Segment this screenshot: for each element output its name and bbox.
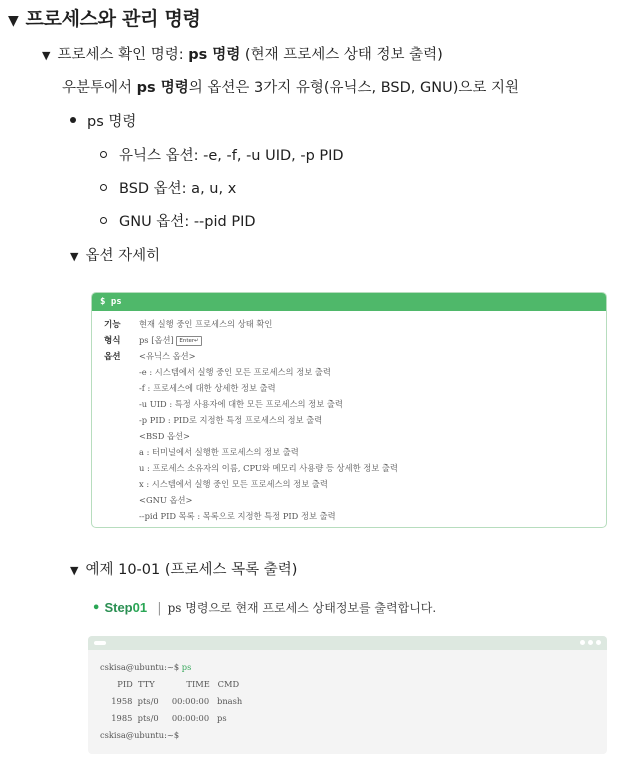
step-label: Step (104, 600, 133, 615)
sub-list-item (100, 144, 344, 165)
terminal-line: 1958 pts/0 00:00:00 bnash (106, 696, 243, 706)
row-text: -u UID : 특정 사용자에 대한 모든 프로세스의 정보 출력 (139, 399, 343, 409)
main-heading-text: 프로세스와 관리 명령 (25, 8, 201, 30)
options-detail-title: 옵션 자세히 (85, 248, 161, 264)
terminal-tab-icon (94, 641, 106, 645)
sub-item-text: GNU 옵션: --pid PID (119, 214, 256, 230)
command-box-title: $ ps (92, 293, 606, 311)
row-label: 형식 (104, 336, 121, 346)
step-text: ps 명령으로 현재 프로세스 상태정보를 출력합니다. (167, 601, 437, 615)
terminal-line (100, 662, 191, 672)
list-item (70, 110, 136, 131)
enter-key-icon: Enter↵ (176, 336, 201, 346)
row-text: <유닉스 옵션> (139, 351, 196, 361)
example-title: 예제 10-01 (프로세스 목록 출력) (85, 562, 298, 578)
terminal-titlebar (88, 636, 607, 650)
terminal-line: cskisa@ubuntu:~$ (100, 730, 180, 740)
ps-section-heading (42, 43, 443, 64)
row-text: -p PID : PID로 지정한 특정 프로세스의 정보 출력 (139, 415, 323, 425)
row-label: 기능 (104, 320, 121, 330)
para-bold: ps 명령 (136, 80, 189, 96)
sub-list-item (100, 210, 256, 231)
row-text: x : 시스템에서 실행 중인 모든 프로세스의 정보 출력 (139, 479, 328, 489)
toggle-triangle-icon[interactable]: ▼ (42, 49, 51, 62)
circle-bullet-icon (100, 151, 107, 158)
para-prefix: 우분투에서 (62, 80, 137, 96)
terminal-line: 1985 pts/0 00:00:00 ps (106, 713, 227, 723)
step-number: 01 (132, 600, 148, 615)
step-instruction (92, 599, 436, 616)
row-text: 현재 실행 중인 프로세스의 상태 확인 (139, 319, 273, 329)
step-dot-icon: • (92, 601, 101, 616)
row-text: -f : 프로세스에 대한 상세한 정보 출력 (139, 383, 276, 393)
example-heading (70, 558, 297, 579)
main-heading (8, 4, 201, 31)
ps-heading-bold: ps 명령 (188, 47, 241, 63)
row-text: <GNU 옵션> (139, 495, 193, 505)
terminal-line: PID TTY TIME CMD (112, 679, 240, 689)
list-item-text: ps 명령 (87, 114, 137, 130)
bullet-icon (70, 117, 76, 123)
circle-bullet-icon (100, 217, 107, 224)
terminal-prompt: cskisa@ubuntu:~$ (100, 662, 182, 672)
terminal-command: ps (181, 662, 192, 672)
row-text: u : 프로세스 소유자의 이름, CPU와 메모리 사용량 등 상세한 정보 출력 (139, 463, 398, 473)
ps-heading-prefix: 프로세스 확인 명령: (57, 47, 189, 63)
sub-item-text: BSD 옵션: a, u, x (119, 181, 237, 197)
terminal-window (88, 636, 607, 754)
step-separator: | (157, 601, 162, 616)
row-text: --pid PID 목록 : 목록으로 지정한 특정 PID 정보 출력 (139, 511, 336, 521)
row-text: <BSD 옵션> (139, 431, 191, 441)
sub-item-text: 유닉스 옵션: -e, -f, -u UID, -p PID (119, 148, 344, 164)
ps-description (62, 76, 519, 97)
row-label: 옵션 (104, 352, 121, 362)
row-text: -e : 시스템에서 실행 중인 모든 프로세스의 정보 출력 (139, 367, 331, 377)
para-suffix: 의 옵션은 3가지 유형(유닉스, BSD, GNU)으로 지원 (188, 80, 520, 96)
sub-list-item (100, 177, 236, 198)
row-text: a : 터미널에서 실행한 프로세스의 정보 출력 (139, 447, 299, 457)
circle-bullet-icon (100, 184, 107, 191)
options-detail-heading (70, 244, 160, 265)
ps-command-box (91, 292, 607, 528)
format-text: ps [옵션] (139, 335, 174, 345)
toggle-triangle-icon[interactable]: ▼ (70, 564, 79, 577)
row-text (139, 334, 202, 346)
toggle-triangle-icon[interactable]: ▼ (70, 250, 79, 263)
ps-heading-suffix: (현재 프로세스 상태 정보 출력) (240, 47, 443, 63)
toggle-triangle-icon[interactable]: ▼ (8, 13, 19, 29)
window-controls-icon (580, 640, 601, 645)
